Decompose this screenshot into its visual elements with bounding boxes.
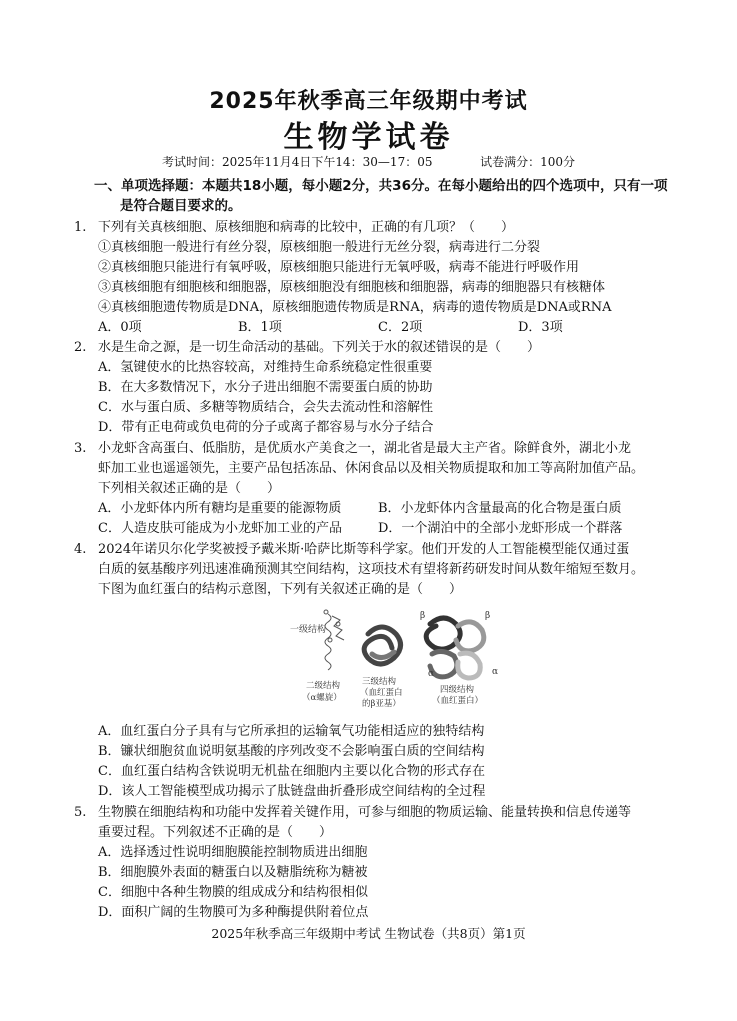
statement: ②真核细胞只能进行有氧呼吸，原核细胞只能进行无氧呼吸，病毒不能进行呼吸作用 [98,260,580,275]
option-d[interactable]: D．3项 [518,320,563,335]
full-score: 试卷满分：100分 [480,155,576,169]
page-footer: 2025年秋季高三年级期中考试 生物试卷（共8页）第1页 [211,926,526,941]
exam-title: 2025年秋季高三年级期中考试 [209,89,528,114]
question-number: 3. [74,441,87,456]
figure-label-quaternary: （血红蛋白） [432,696,484,706]
question-stem-line: 小龙虾含高蛋白、低脂肪，是优质水产美食之一，湖北省是最大主产省。除鲜食外，湖北小龙 [98,441,632,456]
option-a[interactable]: A．血红蛋白分子具有与它所承担的运输氧气功能相适应的独特结构 [98,724,485,739]
option-c[interactable]: C．人造皮肤可能成为小龙虾加工业的产品 [98,521,342,536]
beta-label: β [485,611,491,621]
exam-time: 考试时间：2025年11月4日下午14：30—17：05 [161,155,433,169]
option-d[interactable]: D．该人工智能模型成功揭示了肽链盘曲折叠形成空间结构的全过程 [98,784,486,799]
question-5 [74,803,658,923]
option-c[interactable]: C．2项 [378,320,423,335]
option-b[interactable]: B．在大多数情况下，水分子进出细胞不需要蛋白质的协助 [98,380,433,395]
option-b[interactable]: B．镰状细胞贫血说明氨基酸的序列改变不会影响蛋白质的空间结构 [98,744,485,759]
subject-title: 生物学试卷 [283,120,454,155]
hemoglobin-structure-figure [280,604,510,714]
option-c[interactable]: C．细胞中各种生物膜的组成成分和结构很相似 [98,885,368,900]
question-number: 1. [74,220,87,235]
question-4-options [98,722,658,802]
figure-label-tertiary: 的β亚基） [362,699,401,709]
options-row-1 [98,499,658,519]
option-a[interactable]: A．小龙虾体内所有糖均是重要的能源物质 [98,501,342,516]
question-stem-line: 重要过程。下列叙述不正确的是（ ） [98,825,333,840]
figure-label-tertiary: 三级结构 [362,677,397,687]
option-c[interactable]: C．血红蛋白结构含铁说明无机盐在细胞内主要以化合物的形式存在 [98,764,485,779]
option-d[interactable]: D．带有正电荷或负电荷的分子或离子都容易与水分子结合 [98,420,434,435]
tertiary-structure-drawing [364,627,400,664]
section-1-title-line2: 是符合题目要求的。 [120,198,242,214]
option-a[interactable]: A．氢键使水的比热容较高，对维持生命系统稳定性很重要 [98,360,433,375]
primary-chain-drawing [324,610,344,670]
question-stem-line: 虾加工业也遥遥领先，主要产品包括冻品、休闲食品以及相关物质提取和加工等高附加值产品。 [98,461,645,476]
question-number: 5. [74,805,87,820]
option-b[interactable]: B．细胞膜外表面的糖蛋白以及糖脂统称为糖被 [98,865,368,880]
figure-label-secondary: （α螺旋） [302,693,342,703]
question-stem: 下列有关真核细胞、原核细胞和病毒的比较中，正确的有几项？（ ） [98,220,515,235]
options [98,318,658,338]
option-d[interactable]: D．一个湖泊中的全部小龙虾形成一个群落 [378,521,623,536]
statement: ①真核细胞一般进行有丝分裂，原核细胞一般进行无丝分裂，病毒进行二分裂 [98,240,541,255]
question-stem-line: 2024年诺贝尔化学奖被授予戴米斯·哈萨比斯等科学家。他们开发的人工智能模型能仅通过蛋 [98,542,630,557]
alpha-label: α [492,667,499,677]
alpha-label: α [428,669,435,679]
option-a[interactable]: A．0项 [98,320,142,335]
question-stem-line: 生物膜在细胞结构和功能中发挥着关键作用，可参与细胞的物质运输、能量转换和信息传递等 [98,805,632,820]
figure-label-primary: 一级结构 [290,625,327,635]
exam-meta [0,153,737,170]
question-1 [74,218,658,338]
question-stem-line: 下列相关叙述正确的是（ ） [98,481,281,496]
question-number: 4. [74,542,87,557]
section-1-title-line1: 一、单项选择题：本题共18小题，每小题2分，共36分。在每小题给出的四个选项中，只有一项 [94,178,668,194]
question-2 [74,338,658,438]
question-3 [74,439,658,539]
option-b[interactable]: B．小龙虾体内含量最高的化合物是蛋白质 [378,501,622,516]
options-row-2 [98,519,658,539]
option-d[interactable]: D．面积广阔的生物膜可为多种酶提供附着位点 [98,905,369,920]
quaternary-structure-drawing [426,618,484,678]
option-c[interactable]: C．水与蛋白质、多糖等物质结合，会失去流动性和溶解性 [98,400,433,415]
beta-label: β [420,611,426,621]
option-b[interactable]: B．1项 [238,320,282,335]
question-number: 2. [74,340,87,355]
statement: ④真核细胞遗传物质是DNA，原核细胞遗传物质是RNA，病毒的遗传物质是DNA或RNA [98,300,612,315]
option-a[interactable]: A．选择透过性说明细胞膜能控制物质进出细胞 [98,845,368,860]
question-stem-line: 下图为血红蛋白的结构示意图，下列有关叙述正确的是（ ） [98,582,463,597]
figure-label-secondary: 二级结构 [306,681,341,691]
figure-label-quaternary: 四级结构 [440,685,475,695]
section-1-heading [94,176,668,216]
question-4 [74,540,658,600]
question-stem-line: 白质的氨基酸序列迅速准确预测其空间结构，这项技术有望将新药研发时间从数年缩短至数月。 [98,562,645,577]
question-stem: 水是生命之源，是一切生命活动的基础。下列关于水的叙述错误的是（ ） [98,340,541,355]
statement: ③真核细胞有细胞核和细胞器，原核细胞没有细胞核和细胞器，病毒的细胞器只有核糖体 [98,280,606,295]
figure-label-tertiary: （血红蛋白 [360,688,403,698]
